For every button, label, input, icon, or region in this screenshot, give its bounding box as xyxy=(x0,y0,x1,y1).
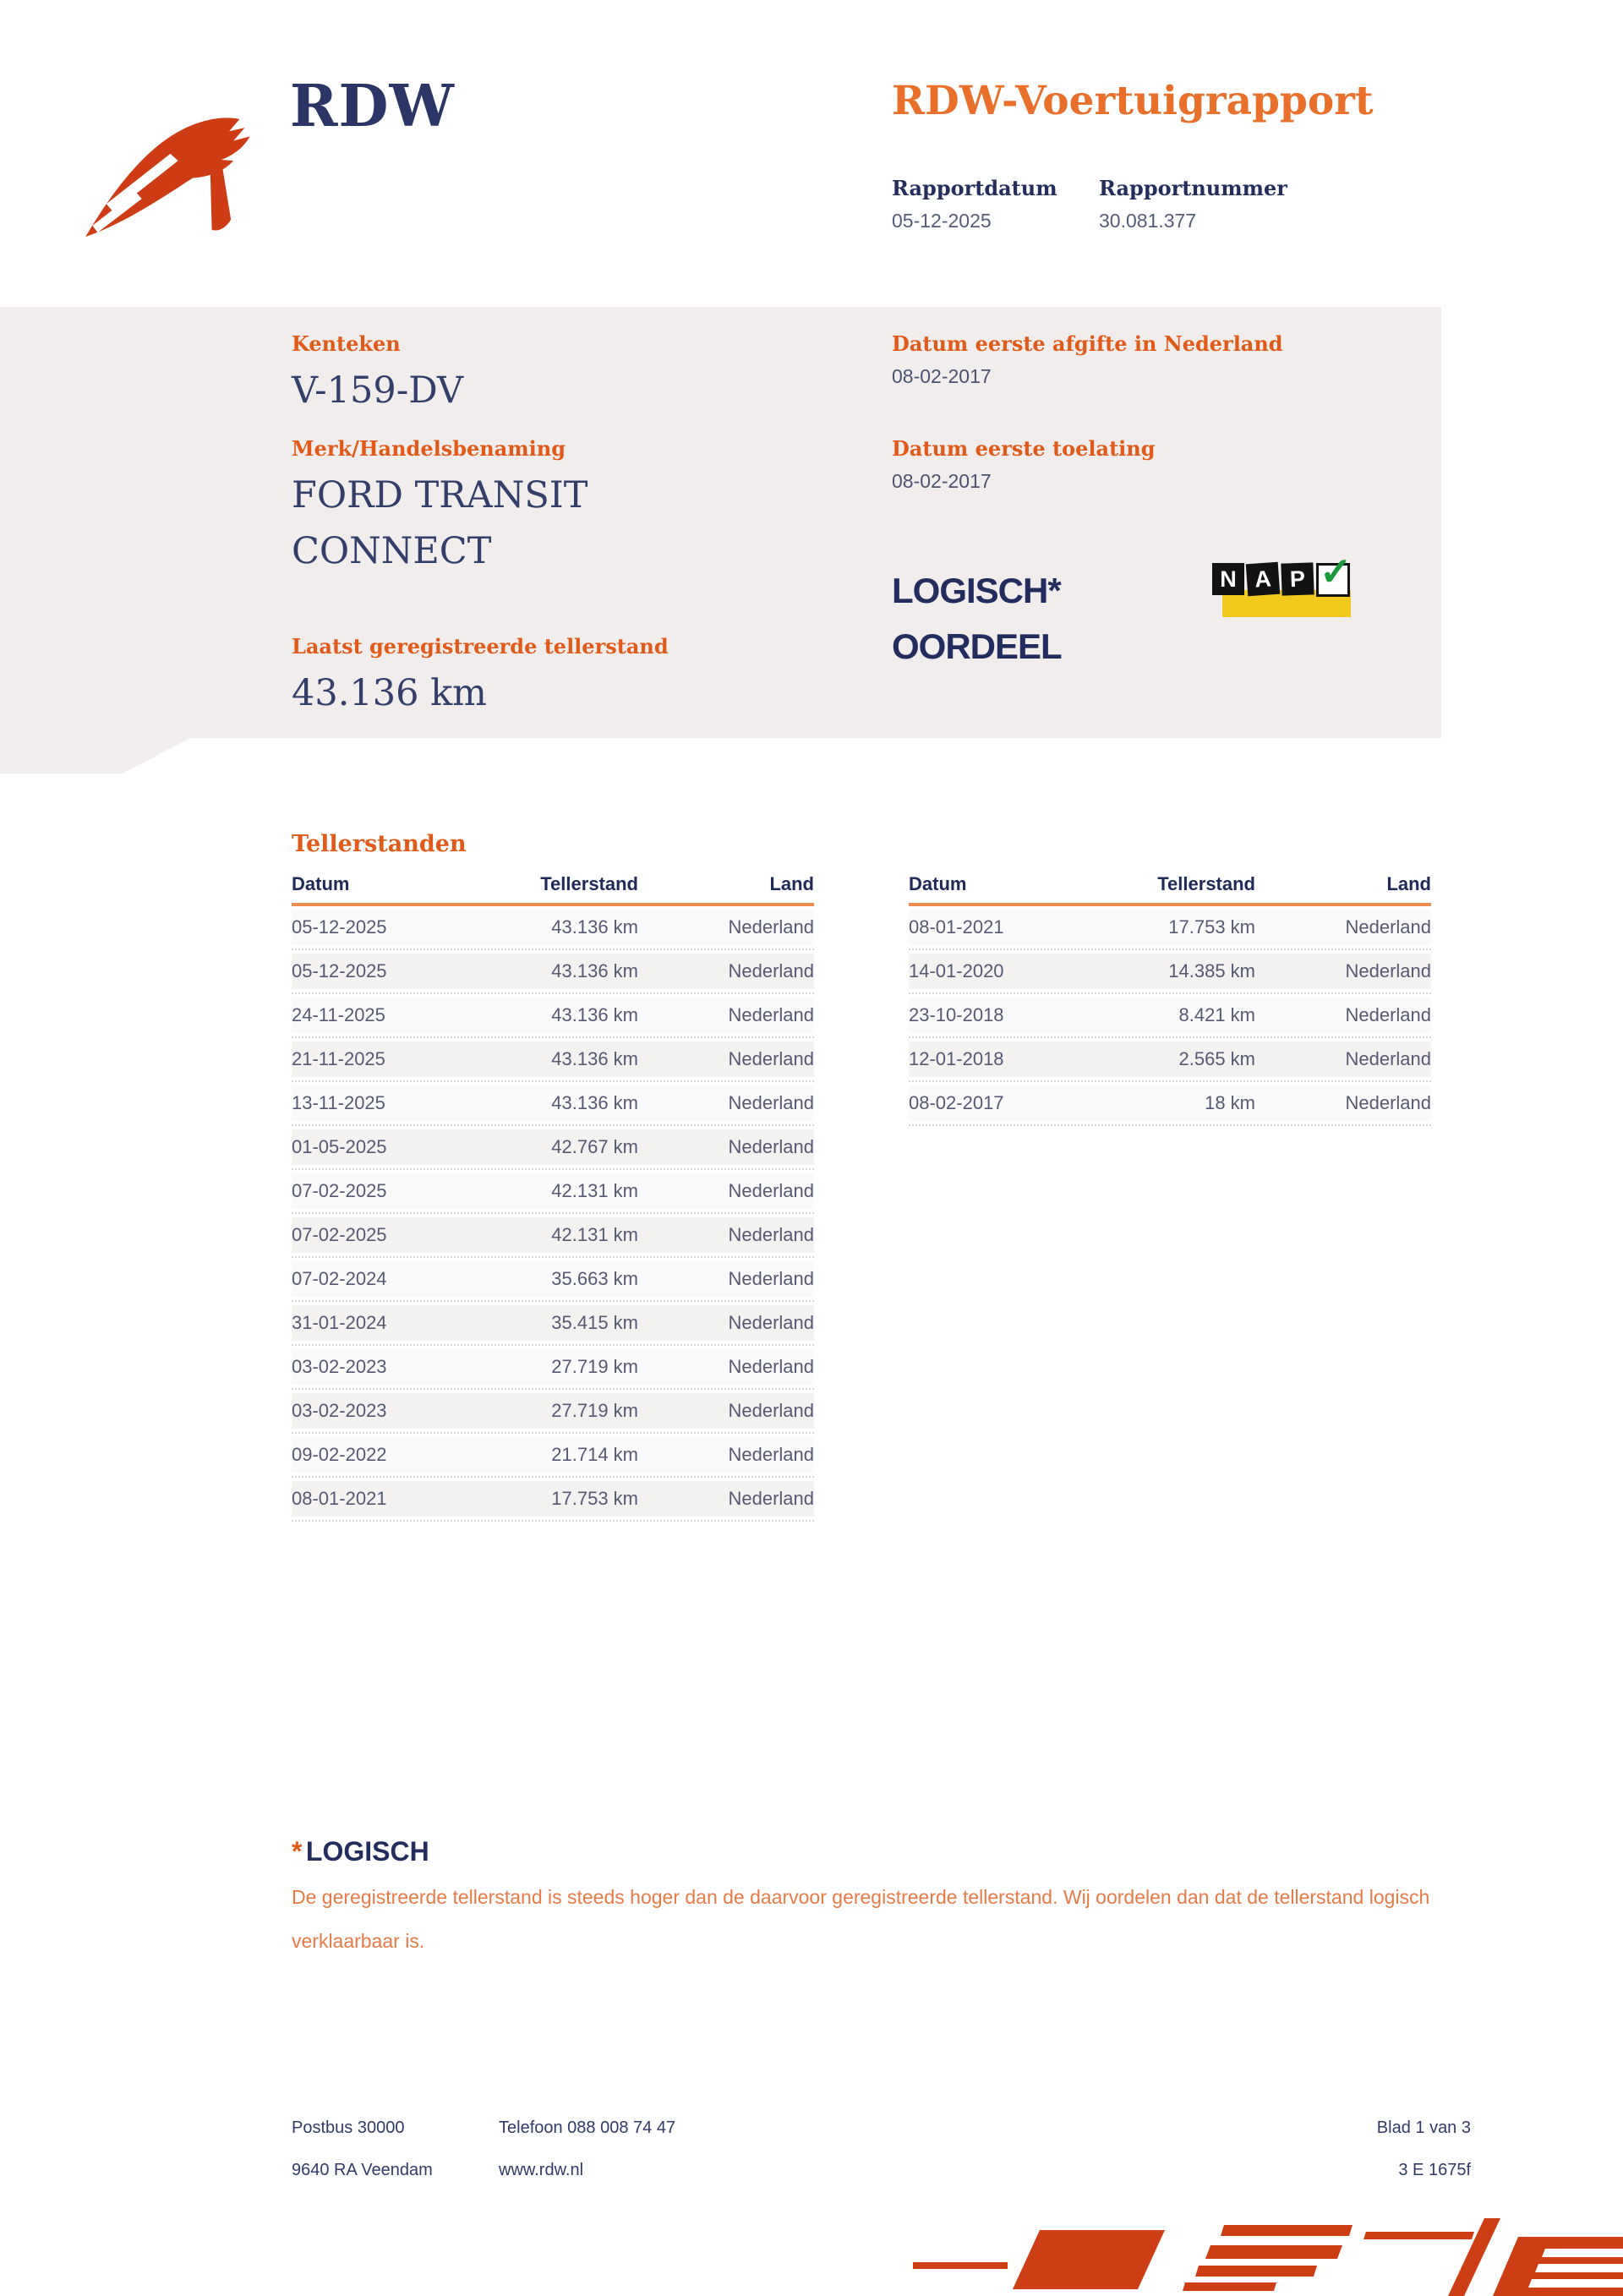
cell-tellerstand: 43.136 km xyxy=(551,1092,638,1113)
tellerstand-value: 43.136 km xyxy=(292,672,487,714)
table-row xyxy=(909,1038,1431,1082)
table-row xyxy=(292,1170,814,1214)
cell-datum: 13-11-2025 xyxy=(292,1092,385,1113)
cell-tellerstand: 43.136 km xyxy=(551,1004,638,1025)
table-body xyxy=(909,906,1431,1126)
table-row xyxy=(909,950,1431,994)
table-row xyxy=(292,994,814,1038)
cell-land: Nederland xyxy=(728,1312,814,1333)
cell-land: Nederland xyxy=(728,1400,814,1421)
cell-tellerstand: 42.131 km xyxy=(551,1224,638,1245)
table-row xyxy=(292,1302,814,1346)
cell-tellerstand: 43.136 km xyxy=(551,960,638,981)
col-header-datum: Datum xyxy=(292,873,350,894)
nap-letter-a: A xyxy=(1246,562,1281,597)
footer-decorative-graphic xyxy=(913,2211,1623,2296)
toelating-label: Datum eerste toelating xyxy=(892,436,1156,461)
cell-datum: 05-12-2025 xyxy=(292,916,387,938)
rdw-logo-text: RDW xyxy=(290,73,455,140)
table-row xyxy=(292,1390,814,1434)
cell-datum: 08-01-2021 xyxy=(292,1488,387,1509)
cell-tellerstand: 43.136 km xyxy=(551,1048,638,1069)
table-row xyxy=(292,1082,814,1126)
table-row xyxy=(292,1258,814,1302)
toelating-value: 08-02-2017 xyxy=(892,470,992,492)
oordeel-line1: LOGISCH* xyxy=(892,571,1061,610)
table-body xyxy=(292,906,814,1522)
afgifte-value: 08-02-2017 xyxy=(892,365,992,387)
cell-datum: 14-01-2020 xyxy=(909,960,1004,981)
tellerstanden-table-left xyxy=(292,873,814,1522)
cell-land: Nederland xyxy=(728,1092,814,1113)
cell-land: Nederland xyxy=(728,1048,814,1069)
footer-website: www.rdw.nl xyxy=(499,2161,584,2179)
oordeel-line2: OORDEEL xyxy=(892,626,1062,666)
afgifte-label: Datum eerste afgifte in Nederland xyxy=(892,331,1283,356)
cell-datum: 23-10-2018 xyxy=(909,1004,1004,1025)
table-row xyxy=(909,994,1431,1038)
cell-datum: 07-02-2024 xyxy=(292,1268,387,1289)
merk-value-line2: CONNECT xyxy=(292,530,492,572)
cell-land: Nederland xyxy=(728,1224,814,1245)
table-row xyxy=(292,1346,814,1390)
table-header xyxy=(292,873,814,906)
nap-letter-p: P xyxy=(1281,562,1314,595)
oordeel-text xyxy=(892,563,1062,675)
cell-land: Nederland xyxy=(728,1180,814,1201)
asterisk: * xyxy=(292,1836,303,1867)
footer-form-code: 3 E 1675f xyxy=(1398,2161,1471,2179)
cell-tellerstand: 14.385 km xyxy=(1168,960,1255,981)
table-row xyxy=(292,1434,814,1478)
cell-land: Nederland xyxy=(728,1136,814,1157)
cell-land: Nederland xyxy=(728,1488,814,1509)
table-row xyxy=(292,950,814,994)
cell-land: Nederland xyxy=(728,1268,814,1289)
logisch-note-text: De geregistreerde tellerstand is steeds hoger dan de daarvoor geregistreerde tellerstand. Wij oordelen dan dat de tellerstand logisch verklaarbaar is. xyxy=(292,1886,1430,1952)
cell-land: Nederland xyxy=(1345,1092,1431,1113)
cell-tellerstand: 27.719 km xyxy=(551,1400,638,1421)
cell-tellerstand: 17.753 km xyxy=(1168,916,1255,938)
nap-tiles xyxy=(1212,549,1352,597)
cell-datum: 08-02-2017 xyxy=(909,1092,1004,1113)
merk-label: Merk/Handelsbenaming xyxy=(292,436,566,461)
cell-tellerstand: 27.719 km xyxy=(551,1356,638,1377)
col-header-land: Land xyxy=(1386,873,1431,894)
cell-datum: 03-02-2023 xyxy=(292,1356,387,1377)
cell-datum: 07-02-2025 xyxy=(292,1180,387,1201)
cell-land: Nederland xyxy=(728,960,814,981)
table-header xyxy=(909,873,1431,906)
col-header-datum: Datum xyxy=(909,873,967,894)
cell-datum: 09-02-2022 xyxy=(292,1444,387,1465)
logisch-note-heading xyxy=(292,1836,429,1867)
col-header-tellerstand: Tellerstand xyxy=(540,873,638,894)
cell-tellerstand: 35.663 km xyxy=(551,1268,638,1289)
col-header-land: Land xyxy=(769,873,814,894)
cell-datum: 01-05-2025 xyxy=(292,1136,387,1157)
table-row xyxy=(292,1214,814,1258)
cell-datum: 07-02-2025 xyxy=(292,1224,387,1245)
footer-address xyxy=(292,2107,433,2191)
table-row xyxy=(292,1038,814,1082)
cell-datum: 05-12-2025 xyxy=(292,960,387,981)
table-row xyxy=(292,1126,814,1170)
speed-stripes-icon xyxy=(913,2211,1623,2296)
table-row xyxy=(909,906,1431,950)
cell-land: Nederland xyxy=(728,1444,814,1465)
cell-datum: 31-01-2024 xyxy=(292,1312,387,1333)
cell-tellerstand: 21.714 km xyxy=(551,1444,638,1465)
footer-address-line2: 9640 RA Veendam xyxy=(292,2161,433,2179)
cell-tellerstand: 2.565 km xyxy=(1178,1048,1255,1069)
cell-tellerstand: 18 km xyxy=(1205,1092,1255,1113)
kenteken-value: V-159-DV xyxy=(292,369,464,412)
table-row xyxy=(292,906,814,950)
tellerstanden-table-right xyxy=(909,873,1431,1126)
cell-tellerstand: 17.753 km xyxy=(551,1488,638,1509)
cell-land: Nederland xyxy=(728,1356,814,1377)
footer-page-info xyxy=(1217,2107,1471,2191)
footer-contact xyxy=(499,2107,675,2191)
tellerstanden-heading: Tellerstanden xyxy=(292,831,467,857)
report-number-value: 30.081.377 xyxy=(1099,210,1197,232)
cell-land: Nederland xyxy=(1345,960,1431,981)
cell-land: Nederland xyxy=(1345,1004,1431,1025)
cell-datum: 21-11-2025 xyxy=(292,1048,385,1069)
cell-tellerstand: 42.131 km xyxy=(551,1180,638,1201)
footer-phone: Telefoon 088 008 74 47 xyxy=(499,2118,676,2137)
nap-logo xyxy=(1209,549,1361,626)
logisch-heading-text: LOGISCH xyxy=(305,1836,429,1867)
cell-land: Nederland xyxy=(728,916,814,938)
report-date-label: Rapportdatum xyxy=(892,176,1057,200)
cell-datum: 24-11-2025 xyxy=(292,1004,385,1025)
rdw-feather-logo-icon xyxy=(80,91,262,260)
table-row xyxy=(909,1082,1431,1126)
vehicle-summary-panel xyxy=(0,307,1441,774)
kenteken-label: Kenteken xyxy=(292,331,401,356)
cell-datum: 03-02-2023 xyxy=(292,1400,387,1421)
nap-check-tile xyxy=(1316,549,1352,597)
cell-datum: 08-01-2021 xyxy=(909,916,1004,938)
cell-land: Nederland xyxy=(1345,916,1431,938)
table-row xyxy=(292,1478,814,1522)
report-date-value: 05-12-2025 xyxy=(892,210,992,232)
footer-page-number: Blad 1 van 3 xyxy=(1376,2118,1471,2137)
cell-tellerstand: 35.415 km xyxy=(551,1312,638,1333)
cell-tellerstand: 43.136 km xyxy=(551,916,638,938)
tellerstand-label: Laatst geregistreerde tellerstand xyxy=(292,634,669,659)
cell-land: Nederland xyxy=(1345,1048,1431,1069)
cell-datum: 12-01-2018 xyxy=(909,1048,1004,1069)
col-header-tellerstand: Tellerstand xyxy=(1157,873,1255,894)
cell-tellerstand: 8.421 km xyxy=(1178,1004,1255,1025)
feather-icon xyxy=(80,91,262,260)
cell-land: Nederland xyxy=(728,1004,814,1025)
nap-check-icon: ✓ xyxy=(1320,549,1352,593)
page-title: RDW-Voertuigrapport xyxy=(892,78,1374,124)
cell-tellerstand: 42.767 km xyxy=(551,1136,638,1157)
nap-letter-n: N xyxy=(1212,563,1244,595)
footer-address-line1: Postbus 30000 xyxy=(292,2118,405,2137)
merk-value-line1: FORD TRANSIT xyxy=(292,474,588,517)
report-number-label: Rapportnummer xyxy=(1099,176,1287,200)
